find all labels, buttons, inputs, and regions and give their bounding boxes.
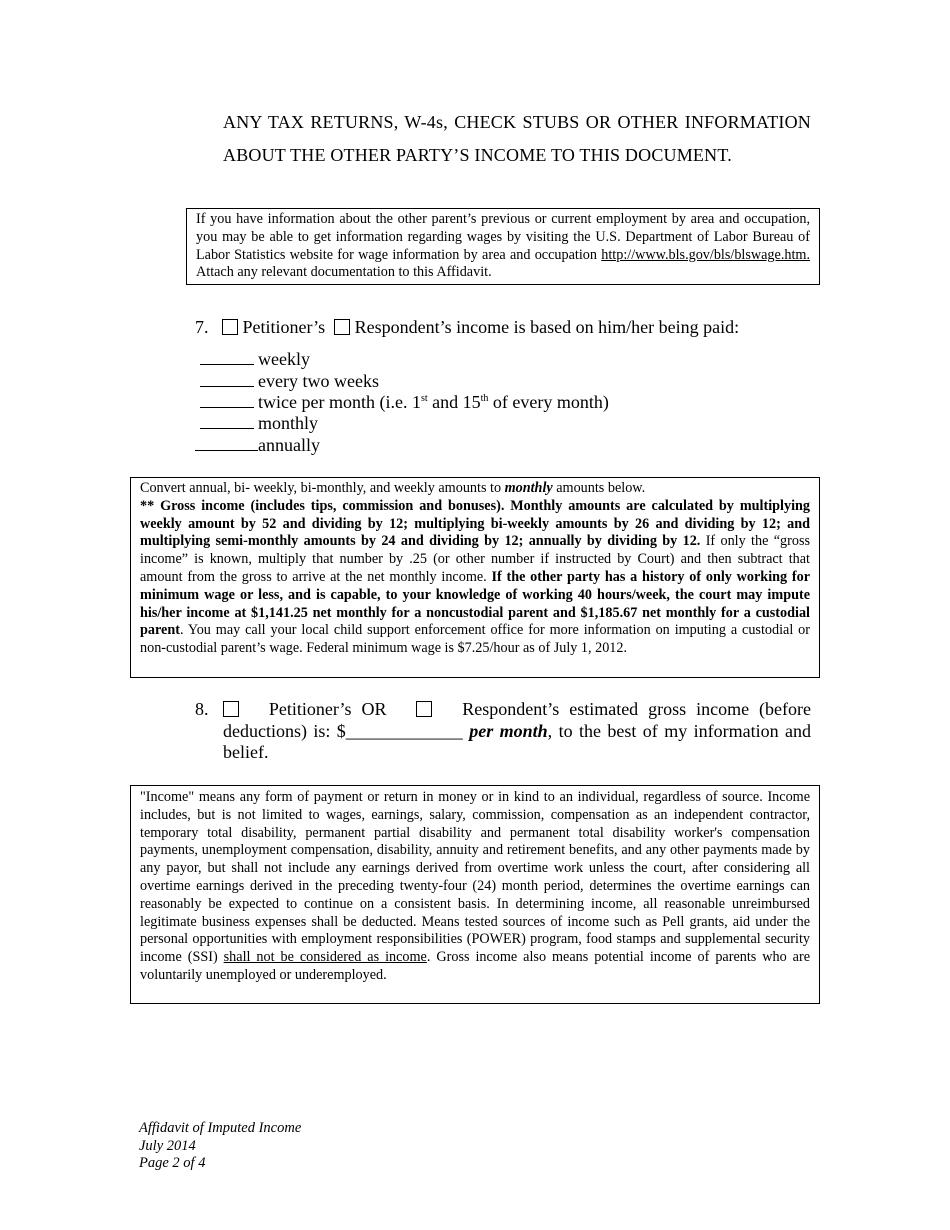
petitioner-checkbox-8[interactable]: [223, 701, 239, 717]
pay-label-biweekly: every two weeks: [258, 371, 379, 391]
pay-label-monthly: monthly: [258, 413, 319, 433]
bls-link[interactable]: http://www.bls.gov/bls/blswage.htm.: [601, 246, 810, 263]
pay-option-semimonthly: [200, 392, 609, 413]
pay-option-annually: [195, 435, 320, 456]
pay-blank-biweekly[interactable]: [200, 372, 254, 387]
pay-option-weekly: [200, 349, 310, 370]
sup-th: th: [480, 393, 489, 404]
respondent-checkbox-7[interactable]: [334, 319, 350, 335]
minimum-wage-plain: . You may call your local child support enforcement office for more information on imputing a custodial or non-custodial parent’s wage. Federal minimum wage is $7.25/hour as of July 1, 2012.: [140, 622, 810, 657]
pay-label-annually: annually: [258, 435, 320, 455]
q8-number: 8.: [195, 699, 209, 719]
page-footer: [139, 1120, 301, 1173]
pay-blank-monthly[interactable]: [200, 414, 254, 429]
income-definition-text: "Income" means any form of payment or return in money or in kind to an individual, regardless of source. Income includes, but is not limited to wages, earnings, salary, commission, compensation as an independent contractor, temporary total disability, permanent partial disability and permanent total disability worker's compensation payments, unemployment compensation, disability, annuity and retirement benefits, and any other payments made by any payor, but shall not include any earnings derived from overtime work unless the court, after considering all overtime earnings derived in the preceding twenty-four (24) month period, determines the overtime earnings can reasonably be expected to continue on a consistent basis. In determining income, all reasonable unreimbursed legitimate business expenses shall be deducted. Means tested sources of income such as Pell grants, aid under the personal opportunities with employment responsibilities (POWER) program, food stamps and supplemental security income (SSI): [140, 789, 810, 966]
income-exclusion-underlined: shall not be considered as income: [223, 949, 427, 966]
q8-text-a: Respondent’s estimated gross income (before deductions) is: $_____________: [223, 699, 811, 741]
footer-title: Affidavit of Imputed Income: [139, 1120, 302, 1136]
pay-option-biweekly: [200, 371, 379, 392]
pay-blank-weekly[interactable]: [200, 350, 254, 365]
q8-petitioner-label: Petitioner’s OR: [268, 699, 387, 719]
bls-info-box: [186, 208, 820, 285]
pay-label-semimonthly-b: and 15: [427, 392, 481, 412]
intro-caps-text: ANY TAX RETURNS, W-4s, CHECK STUBS OR OTHER INFORMATION ABOUT THE OTHER PARTY’S INCOME TO THIS DOCUMENT.: [223, 112, 811, 165]
income-definition-box: [130, 785, 820, 1004]
conversion-text-c: amounts below.: [552, 480, 646, 496]
conversion-instructions-box: [130, 477, 820, 678]
q7-respondent-label: Respondent’s income is based on him/her being paid:: [354, 317, 740, 337]
pay-blank-annually[interactable]: [195, 436, 258, 451]
footer-date: July 2014: [139, 1137, 196, 1154]
pay-label-weekly: weekly: [258, 349, 310, 369]
q7-number: 7.: [195, 317, 209, 337]
bls-info-attach: Attach any relevant documentation to this Affidavit.: [196, 264, 492, 281]
footer-page-number: Page 2 of 4: [139, 1155, 206, 1171]
q8-per-month: per month: [469, 720, 548, 741]
question-8: [195, 699, 811, 764]
pay-label-semimonthly-c: of every month): [488, 392, 609, 412]
gross-income-bold: ** Gross income (includes tips, commission and bonuses). Monthly amounts are calculated by multiplying weekly amount by 52 and dividing by 12; multiplying bi-weekly amounts by 26 and dividing by 12; and multiplying semi-monthly amounts by 24 and dividing by 12; annually by dividing by 12.: [140, 497, 810, 550]
pay-option-monthly: [200, 413, 318, 434]
q8-text-c: , to the best of my information and belief.: [223, 720, 811, 762]
pay-label-semimonthly-a: twice per month (i.e. 1: [258, 392, 421, 412]
conversion-line: [140, 480, 810, 498]
minimum-wage-bold: If the other party has a history of only working for minimum wage or less, and is capable, to your knowledge of working 40 hours/week, the court may impute his/her income at $1,141.25 net monthly for a noncustodial parent and $1,185.67 net monthly for a custodial parent: [140, 568, 810, 639]
conversion-text-a: Convert annual, bi- weekly, bi-monthly, and weekly amounts to: [140, 480, 505, 496]
question-7: [195, 315, 739, 339]
pay-blank-semimonthly[interactable]: [200, 393, 254, 408]
petitioner-checkbox-7[interactable]: [222, 319, 238, 335]
income-definition-end: . Gross income also means potential income of parents who are voluntarily unemployed or underemployed.: [140, 949, 810, 983]
sup-st: st: [420, 393, 428, 404]
bls-info-text: If you have information about the other parent’s previous or current employment by area and occupation, you may be able to get information regarding wages by visiting the U.S. Department of Labor Bureau of Labor Statistics website for wage information by area and occupation: [196, 211, 810, 263]
q7-petitioner-label: Petitioner’s: [242, 317, 326, 337]
respondent-checkbox-8[interactable]: [416, 701, 432, 717]
conversion-monthly: monthly: [504, 480, 553, 496]
gross-income-plain: If only the “gross income” is known, multiply that number by .25 (or other number if instructed by Court) and then subtract that amount from the gross to arrive at the net monthly income.: [140, 533, 810, 585]
